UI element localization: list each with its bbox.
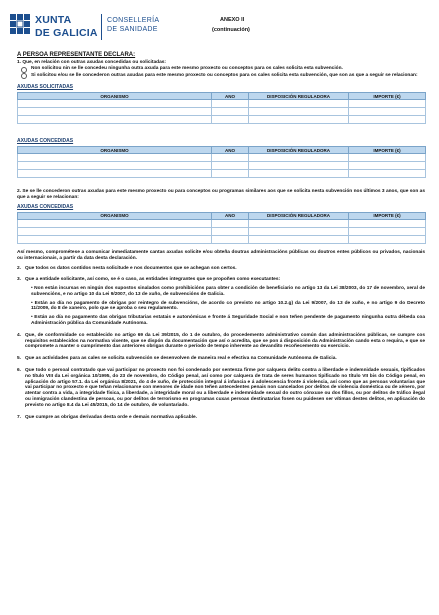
cell-input[interactable] — [212, 154, 249, 162]
cell-input[interactable] — [18, 170, 212, 178]
annex-subtitle: (continuación) — [212, 27, 250, 33]
col-disposicion: DISPOSICIÓN REGULADORA — [249, 212, 349, 219]
declaration-text: Que todos os datos contidos nesta solicitude e nos documentos que se achegan son certos. — [25, 266, 237, 272]
cell-input[interactable] — [18, 219, 212, 227]
cell-input[interactable] — [349, 219, 426, 227]
cell-input[interactable] — [212, 108, 249, 116]
cell-input[interactable] — [212, 235, 249, 243]
cell-input[interactable] — [249, 108, 349, 116]
cell-input[interactable] — [212, 170, 249, 178]
declaration-text: Que a entidade solicitante, así como, se é o caso, as entidades integrantes que se propoñen como executantes: — [25, 277, 281, 283]
cell-input[interactable] — [249, 219, 349, 227]
declaration-text: Que cumpre as obrigas derivadas desta orde e demais normativa aplicable. — [25, 414, 197, 420]
col-organismo: ORGANISMO — [18, 212, 212, 219]
caption-concedidas: AXUDAS CONCEDIDAS — [17, 138, 74, 145]
cell-input[interactable] — [349, 108, 426, 116]
cell-input[interactable] — [18, 154, 212, 162]
declaration-number: 5. — [17, 356, 22, 362]
xunta-logo — [8, 6, 198, 48]
option-other-aid-label: Si solicitou e/ou se lle concederon outras axudas para este mesmo proxecto ou conceptos para os cales solicita esta subvención, que son as que a seguir se relacionan: — [31, 72, 418, 78]
cell-input[interactable] — [212, 227, 249, 235]
logo-divider — [101, 14, 102, 40]
declaration-7 — [17, 415, 425, 421]
table-row — [18, 162, 426, 170]
col-disposicion: DISPOSICIÓN REGULADORA — [249, 93, 349, 100]
table-row — [18, 170, 426, 178]
declaration-6 — [17, 368, 425, 409]
xunta-emblem-icon — [9, 13, 31, 39]
declaration-number: 7. — [17, 414, 22, 420]
declaration-number: 6. — [17, 367, 22, 373]
col-importe: IMPORTE (€) — [349, 93, 426, 100]
cell-input[interactable] — [249, 170, 349, 178]
question-1: 1. Que, en relación con outras axudas concedidas ou solicitadas: — [17, 60, 167, 65]
table-row — [18, 108, 426, 116]
commitment-paragraph: Así mesmo, comprométese a comunicar inmediatamente cantas axudas solicite e/ou obteña doutras administracións públicas ou doutros entes públicos ou privados, nacionais ou internacionais, a partir da data desta declaración. — [17, 249, 425, 261]
cell-input[interactable] — [249, 116, 349, 124]
option-no-aid-label: Non solicitou nin se lle concedeu ningunha outra axuda para este mesmo proxecto ou conceptos para os cales solicita esta subvención. — [31, 66, 343, 71]
brand-line-2: DE GALICIA — [35, 27, 98, 39]
declaration-number: 4. — [17, 332, 22, 338]
cell-input[interactable] — [18, 116, 212, 124]
table-row — [18, 116, 426, 124]
table-row — [18, 235, 426, 243]
caption-solicitadas: AXUDAS SOLICITADAS — [17, 84, 74, 91]
col-organismo: ORGANISMO — [18, 147, 212, 154]
cell-input[interactable] — [249, 227, 349, 235]
cell-input[interactable] — [18, 162, 212, 170]
cell-input[interactable] — [349, 170, 426, 178]
caption-concedidas-2: AXUDAS CONCEDIDAS — [17, 203, 74, 210]
department-line-2: DE SANIDADE — [107, 26, 158, 33]
option-no-aid[interactable] — [17, 66, 425, 73]
bullet-tax: • Están ao día no pagamento das obrigas tributarias estatais e autonómicas e fronte á Seguridade Social e non teñen pendente de pagamento ningunha outra débeda coa Administración pública da Comunidade Autónoma. — [31, 315, 425, 326]
radio-no-aid[interactable] — [21, 67, 27, 73]
department-line-1: CONSELLERÍA — [107, 17, 160, 24]
table-row — [18, 219, 426, 227]
cell-input[interactable] — [349, 116, 426, 124]
cell-input[interactable] — [18, 227, 212, 235]
declaration-5 — [17, 356, 425, 362]
col-ano: ANO — [212, 212, 249, 219]
declaration-number: 3. — [17, 277, 22, 283]
cell-input[interactable] — [349, 162, 426, 170]
cell-input[interactable] — [212, 116, 249, 124]
cell-input[interactable] — [212, 100, 249, 108]
declaration-text: Que todo o persoal contratado que vai participar no proxecto non foi condenado por sentenza firme por calquera delito contra a liberdade e indemnidade sexuais, tipificados no título VIII da Lei orgánica 10/1995, do 23 de novembro, do Código penal, así como por calquera de trata de seres humanos tipificado no título VII bis do Código penal, en aplicación do artigo 57.1. da Lei orgánica 8/2021, do 4 de xuño, de protección integral á infancia e á adolescencia fronte á violencia, así como que as persoas voluntarias que vai participar no proxecto e que teñan relacionarse con menores de idade non teñen antecedentes penais non cancelados por delitos de violencia doméstica ou de xénero, por atentar contra a vida, a integridade física, a liberdade, a integridade moral ou a liberdade e indemnidade sexual do outro cónxuxe ou dos fillos, ou por delitos de tráfico ilegal ou inmigración clandestina de persoas, ou por delitos de terrorismo en programas cuxas persoas destinatarias fosen ou puidesen ser vítimas destes delitos, en aplicación do previsto no artigo 8.4 da Lei 45/2015, do 14 de outubro, de voluntariado. — [25, 367, 425, 408]
col-importe: IMPORTE (€) — [349, 147, 426, 154]
col-ano: ANO — [212, 93, 249, 100]
cell-input[interactable] — [249, 154, 349, 162]
bullet-reintegro: • Están ao día no pagamento de obrigas por reintegro de subvencións, de acordo co previsto no artigo 10.2.g) da Lei 9/2007, do 13 de xuño, e no artigo 9 do Decreto 11/2009, do 8 de xaneiro, polo que se aproba o seu regulamento. — [31, 300, 425, 312]
table-row — [18, 154, 426, 162]
cell-input[interactable] — [249, 235, 349, 243]
cell-input[interactable] — [249, 100, 349, 108]
form-body — [17, 52, 425, 420]
table-solicitadas — [17, 92, 426, 124]
col-organismo: ORGANISMO — [18, 93, 212, 100]
cell-input[interactable] — [212, 219, 249, 227]
annex-title: ANEXO II — [220, 17, 245, 23]
cell-input[interactable] — [18, 108, 212, 116]
minimis-declaration: 2. Se se lle concederon outras axudas para este mesmo proxecto ou para conceptos ou programas similares aos que se solicita nesta subvención nos últimos 3 anos, que son as que a seguir se relacionan: — [17, 189, 425, 200]
declaration-3 — [17, 277, 425, 283]
col-ano: ANO — [212, 147, 249, 154]
declaration-text: Que as actividades para as cales se solicita subvención se desenvolven de maneira real e efectiva na Comunidade Autónoma de Galicia. — [25, 356, 337, 362]
section-heading: A PERSOA REPRESENTANTE DECLARA: — [17, 52, 136, 58]
col-importe: IMPORTE (€) — [349, 212, 426, 219]
cell-input[interactable] — [349, 100, 426, 108]
declaration-2 — [17, 266, 425, 272]
cell-input[interactable] — [18, 235, 212, 243]
table-concedidas — [17, 146, 426, 178]
declaration-number: 2. — [17, 266, 22, 272]
cell-input[interactable] — [249, 162, 349, 170]
document-header — [8, 6, 433, 48]
table-concedidas-2 — [17, 212, 426, 244]
brand-line-1: XUNTA — [35, 14, 72, 26]
bullet-prohibitions: • Non están incursas en ningún dos supostos sinalados como prohibicións para obter a condición de beneficiario no artigo 13 da Lei 38/2003, do 17 de novembro, xeral de subvencións, e no artigo 10 da Lei 9/2007, do 13 de xuño, de subvencións de Galicia. — [31, 285, 425, 297]
declaration-4 — [17, 333, 425, 350]
cell-input[interactable] — [349, 154, 426, 162]
option-other-aid[interactable] — [17, 73, 425, 80]
cell-input[interactable] — [349, 227, 426, 235]
table-row — [18, 100, 426, 108]
cell-input[interactable] — [18, 100, 212, 108]
cell-input[interactable] — [349, 235, 426, 243]
col-disposicion: DISPOSICIÓN REGULADORA — [249, 147, 349, 154]
table-row — [18, 227, 426, 235]
cell-input[interactable] — [212, 162, 249, 170]
declaration-text: Que, de conformidade co establecido no artigo 69 da Lei 39/2015, do 1 de outubro, do procedemento administrativo común das administracións públicas, se cumpre cos requisitos establecidos na normativa vixente, que se dispón da documentación que así o acredita, que se pon á disposición da Administración cando esta o requira, e que se compromete a manter o cumprimento das anteriores obrigas durante o período de tempo inherente ao devandito recoñecemento ou exercicio. — [25, 332, 425, 350]
